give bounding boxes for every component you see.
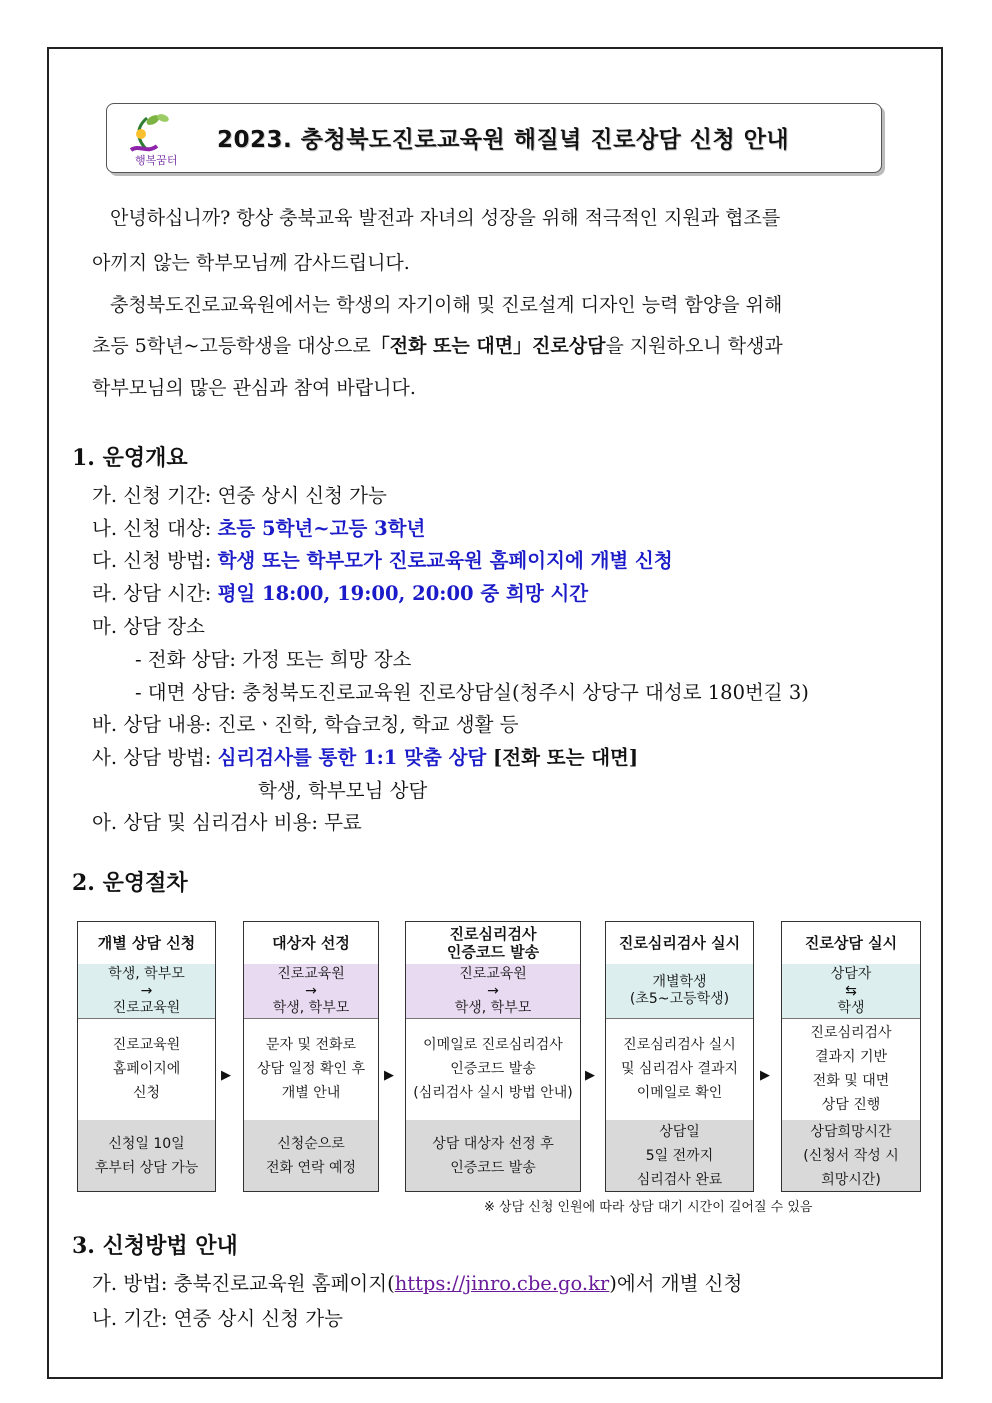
s1-ma-inperson: - 대면 상담: 충청북도진로교육원 진로상담실(청주시 상당구 대성로 180번길 3) bbox=[135, 681, 809, 704]
s1-ba-label: 바. 상담 내용: bbox=[92, 713, 218, 736]
flow-step-head: 개별 상담 신청 bbox=[78, 922, 215, 965]
flow-step-note bbox=[78, 1120, 215, 1191]
flow-step-actor-line: 개별학생 bbox=[652, 974, 707, 990]
s3-item-ga bbox=[92, 1268, 742, 1296]
intro-p2-line1: 충청북도진로교육원에서는 학생의 자기이해 및 진로설계 디자인 능력 함양을 위해 bbox=[110, 294, 783, 316]
flow-step-description-line: 개별 안내 bbox=[281, 1085, 341, 1101]
s1-item-na bbox=[92, 513, 425, 541]
s1-ra-label: 라. 상담 시간: bbox=[92, 582, 218, 605]
flow-step-note-line: 상담 대상자 선정 후 bbox=[432, 1135, 554, 1152]
intro-p2-line2-a: 초등 5학년~고등학생을 대상으로 bbox=[92, 335, 371, 357]
flow-step-actor-line: (초5~고등학생) bbox=[629, 991, 730, 1007]
flow-arrow-icon: ▶ bbox=[221, 1068, 231, 1083]
flow-arrow-icon: ▶ bbox=[585, 1068, 595, 1083]
s3-ga-b: )에서 개별 신청 bbox=[609, 1272, 743, 1295]
svg-text:행복꿈터: 행복꿈터 bbox=[135, 154, 178, 167]
s1-na-value: 초등 5학년~고등 3학년 bbox=[217, 517, 426, 540]
flow-step-description-line: 신청 bbox=[132, 1085, 161, 1101]
s1-ma-phone: - 전화 상담: 가정 또는 희망 장소 bbox=[135, 648, 412, 671]
s1-item-ma: 마. 상담 장소 bbox=[92, 615, 205, 638]
s1-item-sa bbox=[92, 742, 638, 770]
s1-a-label: 아. 상담 및 심리검사 비용: bbox=[92, 811, 325, 834]
s1-sa-value-c: 학생, 학부모님 상담 bbox=[258, 779, 428, 802]
s1-item-a bbox=[92, 807, 362, 835]
flow-note: ※ 상담 신청 인원에 따라 상담 대기 시간이 길어질 수 있음 bbox=[484, 1200, 813, 1215]
flow-step-description-line: 진로심리검사 실시 bbox=[623, 1037, 736, 1053]
page-title: 2023. 충청북도진로교육원 해질녘 진로상담 신청 안내 bbox=[217, 127, 790, 153]
flow-step-note-line: 희망시간) bbox=[821, 1171, 881, 1188]
s1-item-da bbox=[92, 545, 673, 573]
flow-step-actor-line: 진로교육원 bbox=[459, 965, 527, 982]
flow-step-actor-line: 학생, 학부모 bbox=[108, 965, 185, 982]
flow-step-actors bbox=[78, 964, 215, 1019]
s1-ga-label: 가. 신청 기간: bbox=[92, 484, 218, 507]
intro-p2-highlight: 「전화 또는 대면」진로상담 bbox=[370, 335, 606, 357]
s1-ga-value: 연중 상시 신청 가능 bbox=[217, 484, 387, 507]
flow-step-description-line: 전화 및 대면 bbox=[812, 1073, 890, 1089]
flow-step-actors bbox=[244, 964, 378, 1019]
intro-p1-line1: 안녕하십니까? 항상 충북교육 발전과 자녀의 성장을 위해 적극적인 지원과 협조를 bbox=[110, 207, 781, 229]
title-box bbox=[106, 103, 882, 173]
intro-p1-line2: 아끼지 않는 학부모님께 감사드립니다. bbox=[92, 252, 410, 274]
flow-step-description-line: 인증코드 발송 bbox=[450, 1061, 536, 1077]
flow-step-actors bbox=[782, 964, 920, 1019]
flow-step-actor-line: 학생, 학부모 bbox=[454, 999, 532, 1016]
flow-step-note-line: 후부터 상담 가능 bbox=[94, 1159, 199, 1176]
flow-arrow-icon: ▶ bbox=[760, 1068, 770, 1083]
flow-step-actor-line: 상담자 bbox=[830, 965, 872, 982]
flow-step-note-line: 신청순으로 bbox=[277, 1135, 345, 1152]
s1-item-ga bbox=[92, 480, 387, 508]
flow-step-actor-line: 학생, 학부모 bbox=[272, 999, 350, 1016]
flow-step-actor-line: → bbox=[305, 982, 317, 999]
s1-ra-value: 평일 18:00, 19:00, 20:00 중 희망 시간 bbox=[217, 582, 589, 605]
flow-step-actor-line: → bbox=[140, 982, 153, 999]
flow-step-description bbox=[78, 1018, 215, 1121]
section1-title: 1. 운영개요 bbox=[72, 445, 188, 471]
flow-step-note bbox=[606, 1120, 753, 1191]
flow-step-description bbox=[782, 1018, 920, 1121]
flow-step-actors bbox=[406, 964, 580, 1019]
s1-a-value: 무료 bbox=[324, 811, 362, 834]
section3-title: 3. 신청방법 안내 bbox=[72, 1233, 238, 1259]
intro-p2-line3: 학부모님의 많은 관심과 참여 바랍니다. bbox=[92, 377, 416, 399]
flow-step-description-line: 상담 일정 확인 후 bbox=[256, 1061, 366, 1077]
flow-step-note-line: 인증코드 발송 bbox=[450, 1159, 536, 1176]
flow-step-5 bbox=[781, 921, 921, 1192]
s1-na-label: 나. 신청 대상: bbox=[92, 517, 218, 540]
s1-da-value: 학생 또는 학부모가 진로교육원 홈페이지에 개별 신청 bbox=[217, 549, 673, 572]
flow-step-actor-line: 학생 bbox=[837, 999, 865, 1016]
s1-sa-value-a: 심리검사를 통한 1:1 맞춤 상담 bbox=[217, 746, 487, 769]
intro-p2-line2-c: 을 지원하오니 학생과 bbox=[605, 335, 783, 357]
flow-step-note bbox=[406, 1120, 580, 1191]
flow-step-description-line: 및 심리검사 결과지 bbox=[620, 1061, 739, 1077]
flow-step-description bbox=[406, 1018, 580, 1121]
flow-step-note-line: 상담일 bbox=[659, 1123, 700, 1140]
flow-step-note-line: (신청서 작성 시 bbox=[803, 1147, 899, 1164]
flow-step-note-line: 상담희망시간 bbox=[810, 1123, 892, 1140]
s3-item-na: 나. 기간: 연중 상시 신청 가능 bbox=[92, 1307, 343, 1330]
s3-ga-a: 가. 방법: 충북진로교육원 홈페이지( bbox=[92, 1272, 395, 1295]
flow-step-head: 진로심리검사 실시 bbox=[606, 922, 753, 965]
intro-p2-line2 bbox=[92, 336, 783, 356]
flow-step-actor-line: → bbox=[487, 982, 499, 999]
flow-step-description-line: 진로심리검사 bbox=[810, 1025, 892, 1041]
flow-step-actor-line: ⇆ bbox=[845, 982, 857, 999]
flow-step-note bbox=[244, 1120, 378, 1191]
flow-step-description-line: 상담 진행 bbox=[821, 1097, 881, 1113]
flow-step-description-line: 이메일로 확인 bbox=[636, 1085, 723, 1101]
happy-dream-logo-icon bbox=[117, 110, 197, 168]
flow-step-note-line: 심리검사 완료 bbox=[636, 1171, 723, 1188]
flow-step-2 bbox=[243, 921, 379, 1192]
flow-step-head: 진로상담 실시 bbox=[782, 922, 920, 965]
flow-step-note-line: 전화 연락 예정 bbox=[265, 1159, 357, 1176]
flow-step-actor-line: 진로교육원 bbox=[277, 965, 345, 982]
flow-step-description bbox=[606, 1018, 753, 1121]
section2-title: 2. 운영절차 bbox=[72, 870, 188, 896]
flow-step-description-line: (심리검사 실시 방법 안내) bbox=[413, 1085, 573, 1101]
flow-step-head: 진로심리검사 인증코드 발송 bbox=[406, 922, 580, 965]
s1-sa-value-b: [전화 또는 대면] bbox=[486, 746, 639, 769]
flow-step-actor-line: 진로교육원 bbox=[112, 999, 181, 1016]
flow-step-actors bbox=[606, 964, 753, 1019]
flow-step-4 bbox=[605, 921, 754, 1192]
flow-step-3 bbox=[405, 921, 581, 1192]
flow-step-description-line: 홈페이지에 bbox=[112, 1061, 181, 1077]
s1-ba-value: 진로ㆍ진학, 학습코칭, 학교 생활 등 bbox=[217, 713, 519, 736]
flow-step-description-line: 결과지 기반 bbox=[814, 1049, 888, 1065]
flow-step-note bbox=[782, 1120, 920, 1191]
flow-step-1 bbox=[77, 921, 216, 1192]
flow-step-description-line: 문자 및 전화로 bbox=[265, 1037, 357, 1053]
s1-sa-label: 사. 상담 방법: bbox=[92, 746, 218, 769]
homepage-link[interactable]: https://jinro.cbe.go.kr bbox=[394, 1272, 610, 1295]
s1-item-ra bbox=[92, 578, 588, 606]
flow-arrow-icon: ▶ bbox=[384, 1068, 394, 1083]
flow-step-head: 대상자 선정 bbox=[244, 922, 378, 965]
flow-step-note-line: 신청일 10일 bbox=[108, 1135, 185, 1152]
s1-da-label: 다. 신청 방법: bbox=[92, 549, 218, 572]
s1-item-ba bbox=[92, 709, 518, 737]
flow-step-description-line: 진로교육원 bbox=[112, 1037, 181, 1053]
flow-step-description-line: 이메일로 진로심리검사 bbox=[423, 1037, 563, 1053]
flow-step-description bbox=[244, 1018, 378, 1121]
flow-step-note-line: 5일 전까지 bbox=[645, 1147, 714, 1164]
